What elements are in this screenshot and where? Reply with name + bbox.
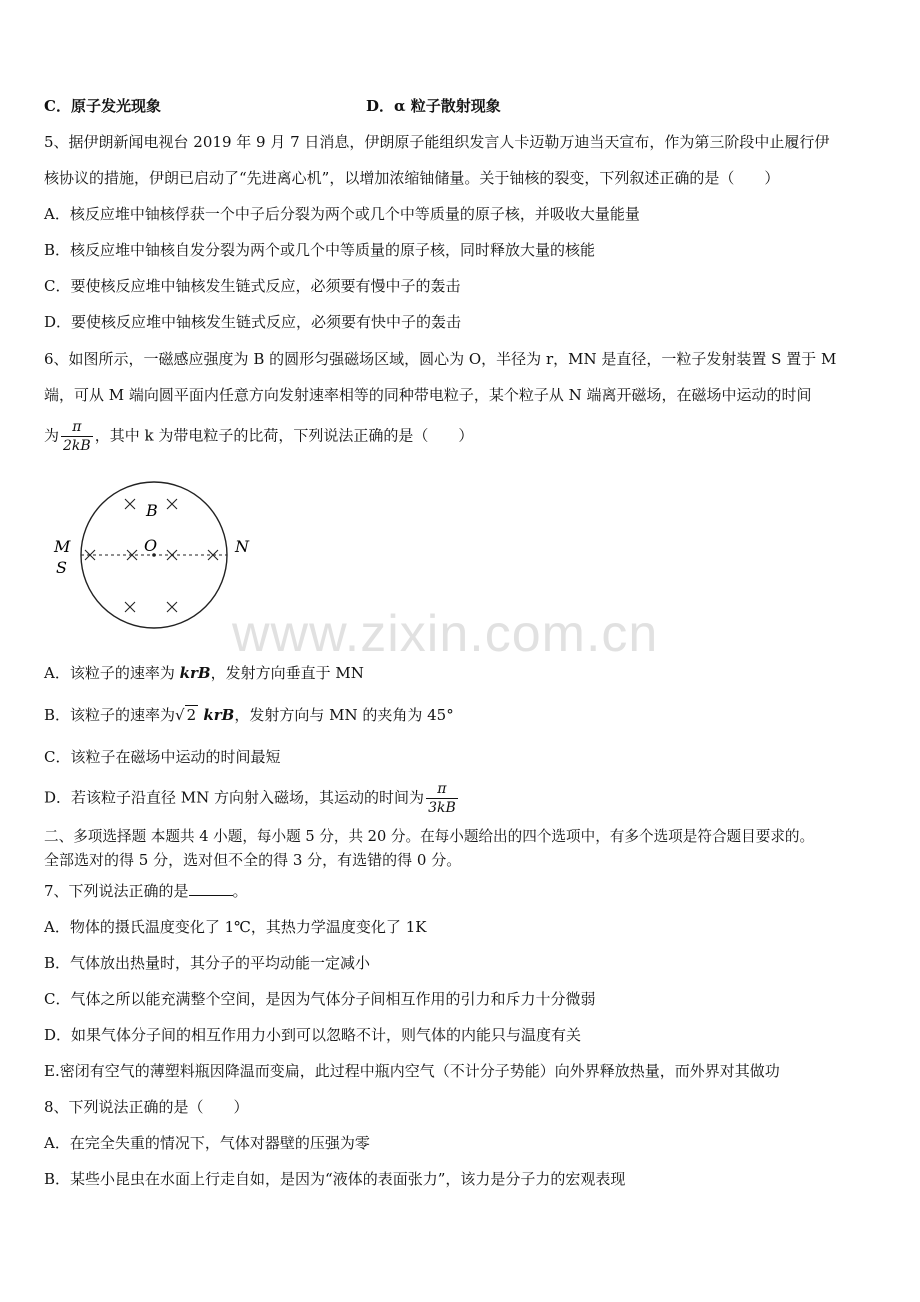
q6-option-b-pre: B．该粒子的速率为 <box>44 706 176 724</box>
q5-option-a: A．核反应堆中铀核俘获一个中子后分裂为两个或几个中等质量的原子核，并吸收大量能量 <box>44 205 640 223</box>
q6-option-a <box>44 662 880 684</box>
q5-stem-line-2: 核协议的措施，伊朗已启动了“先进离心机”，以增加浓缩铀储量。关于铀核的裂变，下列叙述正确的是（ ） <box>44 169 780 187</box>
q6-option-d-fraction-denominator: 3kB <box>428 800 456 816</box>
q8-stem: 8、下列说法正确的是（ ） <box>44 1098 249 1116</box>
field-cross <box>167 499 177 509</box>
q4-option-d: D．α 粒子散射现象 <box>366 97 501 115</box>
q7-option-d: D．如果气体分子间的相互作用力小到可以忽略不计，则气体的内能只与温度有关 <box>44 1026 582 1044</box>
label-m: M <box>54 537 71 556</box>
q5-stem-line-1: 5、据伊朗新闻电视台 2019 年 9 月 7 日消息，伊朗原子能组织发言人卡迈勒万迪当天宣布，作为第三阶段中止履行伊 <box>44 133 830 151</box>
label-o: O <box>144 536 158 555</box>
q6-option-d-fraction <box>426 780 458 817</box>
q6-option-d-pre: D．若该粒子沿直径 MN 方向射入磁场，其运动的时间为 <box>44 788 425 807</box>
field-cross <box>167 550 177 560</box>
label-s: S <box>56 558 67 577</box>
q6-stem-line-3 <box>44 418 880 455</box>
q5-option-c: C．要使核反应堆中铀核发生链式反应，必须要有慢中子的轰击 <box>44 277 461 295</box>
q7-option-e: E.密闭有空气的薄塑料瓶因降温而变扁，此过程中瓶内空气（不计分子势能）向外界释放热量，而外界对其做功 <box>44 1062 780 1080</box>
q6-option-d-fraction-numerator: π <box>426 780 458 799</box>
q4-option-c: C．原子发光现象 <box>44 97 161 115</box>
q7-answer-blank <box>189 881 233 896</box>
q5-option-d: D．要使核反应堆中铀核发生链式反应，必须要有快中子的轰击 <box>44 313 462 331</box>
watermark: www.zixin.com.cn <box>232 605 659 663</box>
field-cross <box>167 602 177 612</box>
q6-stem-line-2: 端，可从 M 端向圆平面内任意方向发射速率相等的同种带电粒子，某个粒子从 N 端离开磁场，在磁场中运动的时间 <box>44 386 812 404</box>
q7-stem-end: 。 <box>232 882 248 900</box>
section2-instructions-line-2: 全部选对的得 5 分，选对但不全的得 3 分，有选错的得 0 分。 <box>44 851 462 869</box>
label-b: B <box>146 501 158 520</box>
q6-time-fraction-denominator: 2kB <box>63 438 91 454</box>
q8-option-a: A．在完全失重的情况下，气体对器壁的压强为零 <box>44 1134 370 1152</box>
q6-option-a-expr: krB <box>179 664 211 682</box>
q6-option-b-radicand: 2 <box>186 706 197 724</box>
q6-option-b-sqrt: √ 2 <box>175 706 197 724</box>
q6-stem-line-3-pre: 为 <box>44 426 60 445</box>
q6-option-a-post: ，发射方向垂直于 MN <box>210 664 364 682</box>
q6-option-a-pre: A．该粒子的速率为 <box>44 664 180 682</box>
q7-option-a: A．物体的摄氏温度变化了 1℃，其热力学温度变化了 1K <box>44 918 427 936</box>
q7-option-b: B．气体放出热量时，其分子的平均动能一定减小 <box>44 954 371 972</box>
q6-option-b <box>44 704 880 726</box>
q5-option-b: B．核反应堆中铀核自发分裂为两个或几个中等质量的原子核，同时释放大量的核能 <box>44 241 596 259</box>
q6-stem-line-1: 6、如图所示，一磁感应强度为 B 的圆形匀强磁场区域，圆心为 O，半径为 r，MN 是直径，一粒子发射装置 S 置于 M <box>44 350 837 368</box>
q7-stem <box>44 880 880 902</box>
q6-option-b-expr: krB <box>198 706 235 724</box>
q6-option-d <box>44 780 880 817</box>
q6-option-b-post: ，发射方向与 MN 的夹角为 45° <box>234 706 454 724</box>
q4-options-row <box>44 95 880 117</box>
q7-stem-text: 7、下列说法正确的是 <box>44 882 189 900</box>
label-n: N <box>235 537 249 556</box>
field-cross <box>125 602 135 612</box>
q6-time-fraction <box>61 418 93 455</box>
section2-instructions-line-1: 二、多项选择题 本题共 4 小题，每小题 5 分，共 20 分。在每小题给出的四个选项中，有多个选项是符合题目要求的。 <box>44 828 815 845</box>
q6-stem-line-3-post: ，其中 k 为带电粒子的比荷，下列说法正确的是（ ） <box>94 426 474 445</box>
field-cross <box>125 499 135 509</box>
q7-option-c: C．气体之所以能充满整个空间，是因为气体分子间相互作用的引力和斥力十分微弱 <box>44 990 596 1008</box>
q6-option-c: C．该粒子在磁场中运动的时间最短 <box>44 748 281 766</box>
q6-time-fraction-numerator: π <box>61 418 93 437</box>
q8-option-b: B．某些小昆虫在水面上行走自如，是因为“液体的表面张力”，该力是分子力的宏观表现 <box>44 1170 626 1188</box>
